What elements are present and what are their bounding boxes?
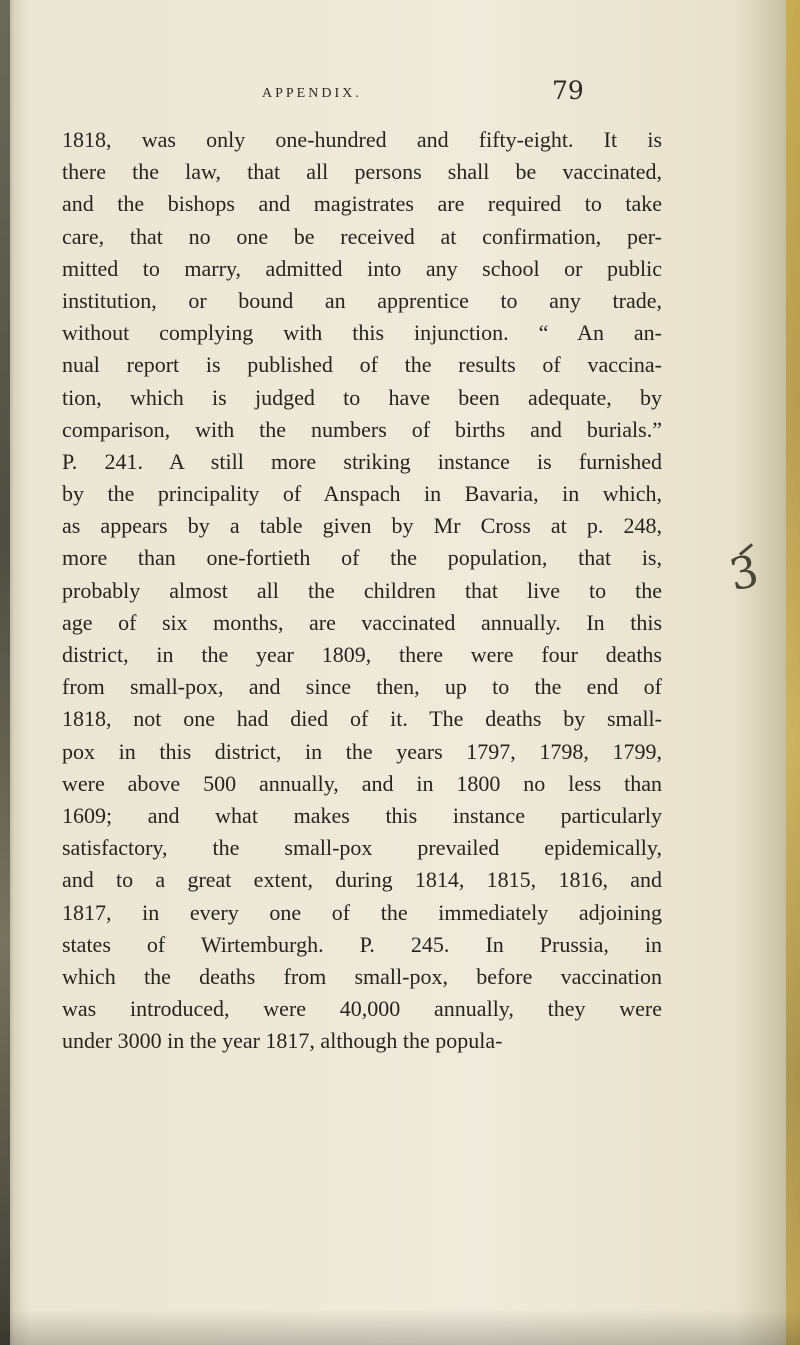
text-line: nual report is published of the results of vaccina- (62, 352, 662, 378)
text-line: 1818, was only one-hundred and fifty-eight. It is (62, 127, 662, 152)
text-line: and to a great extent, during 1814, 1815, 1816, and (62, 867, 662, 893)
page-spine-shadow (0, 0, 10, 1345)
text-line: tion, which is judged to have been adequate, by (62, 384, 662, 410)
text-line: mitted to marry, admitted into any school or public (62, 255, 662, 281)
text-line: care, that no one be received at confirmation, per- (62, 223, 662, 249)
text-line: was introduced, were 40,000 annually, they were (62, 996, 662, 1022)
text-line: age of six months, are vaccinated annually. In this (62, 609, 662, 635)
text-line: 1609; and what makes this instance particularly (62, 802, 662, 828)
text-line: pox in this district, in the years 1797, 1798, 1799, (62, 738, 662, 764)
text-line: probably almost all the children that live to the (62, 577, 662, 603)
text-line: 1817, in every one of the immediately adjoining (62, 899, 662, 925)
text-line: by the principality of Anspach in Bavaria, in which, (62, 481, 662, 507)
running-head: APPENDIX. (262, 86, 362, 101)
page-bottom-shadow (0, 1309, 800, 1345)
text-line: from small-pox, and since then, up to the end of (62, 674, 662, 700)
text-line: without complying with this injunction. “ An an- (62, 320, 662, 346)
text-line: which the deaths from small-pox, before vaccination (62, 963, 662, 989)
text-line: and the bishops and magistrates are required to take (62, 191, 662, 217)
text-line: P. 241. A still more striking instance is furnished (62, 448, 662, 474)
body-text (62, 124, 662, 1057)
text-line: district, in the year 1809, there were four deaths (62, 642, 662, 667)
text-line: satisfactory, the small-pox prevailed epidemically, (62, 835, 662, 861)
page-edge-gilt (786, 0, 800, 1345)
text-line: as appears by a table given by Mr Cross at p. 248, (62, 513, 662, 539)
text-line: were above 500 annually, and in 1800 no less than (62, 770, 662, 796)
text-line: institution, or bound an apprentice to any trade, (62, 287, 662, 313)
margin-annotation: 3 (725, 545, 763, 602)
text-line: there the law, that all persons shall be vaccinated, (62, 159, 662, 185)
text-line: 1818, not one had died of it. The deaths by small- (62, 706, 662, 732)
text-line: states of Wirtemburgh. P. 245. In Prussia, in (62, 931, 662, 957)
text-line: comparison, with the numbers of births and burials.” (62, 416, 662, 442)
text-line: more than one-fortieth of the population, that is, (62, 545, 662, 571)
page-number: 79 (552, 76, 584, 105)
text-line: under 3000 in the year 1817, although the popula- (62, 1028, 503, 1054)
